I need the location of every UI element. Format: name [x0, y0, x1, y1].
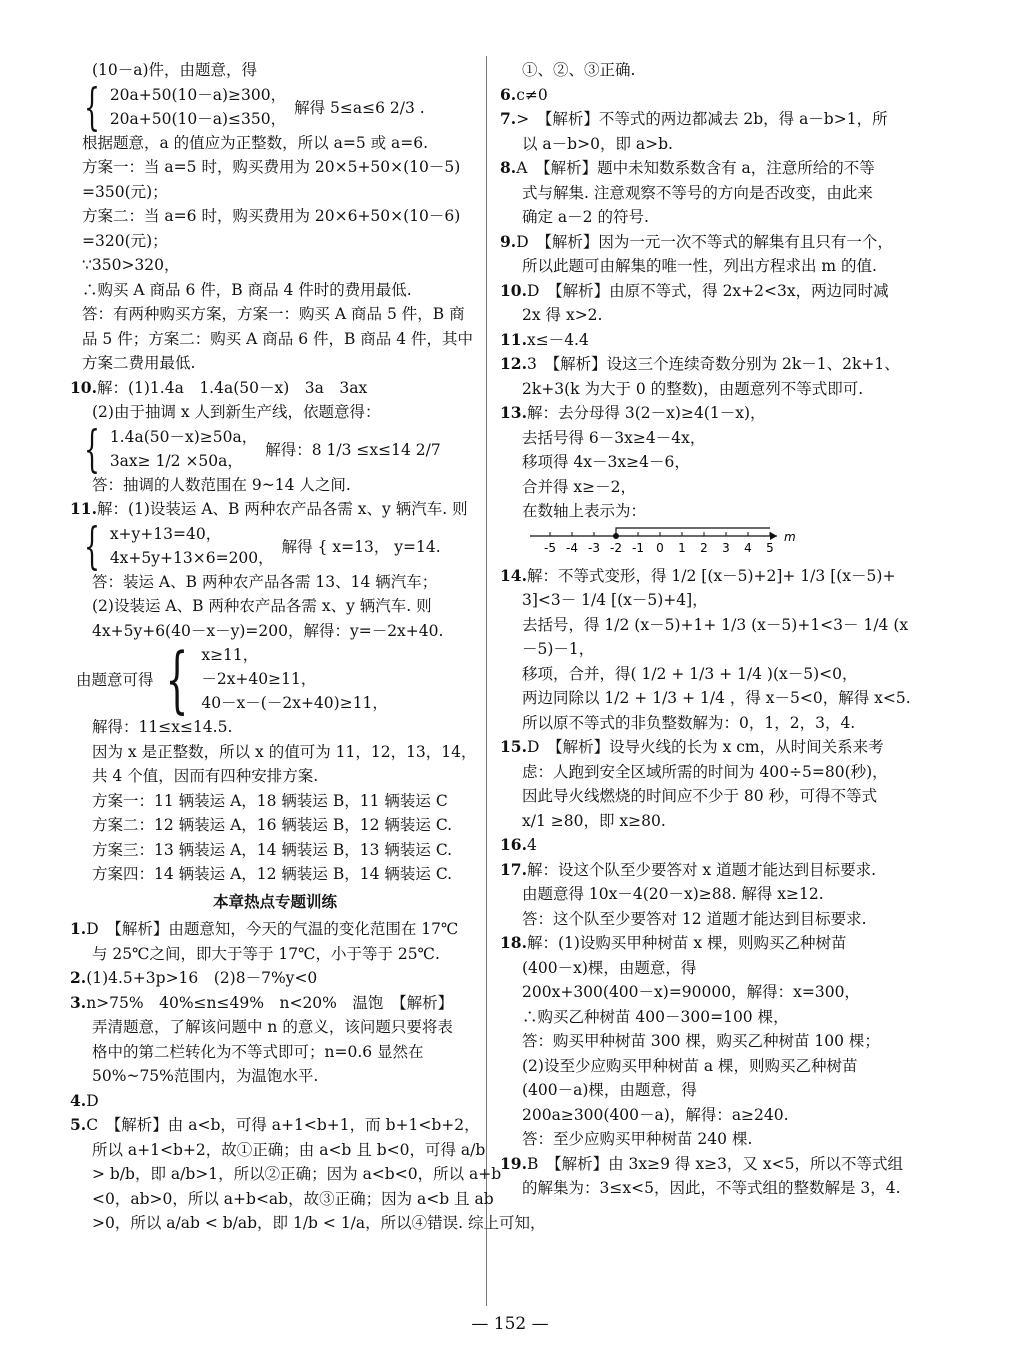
answer-text: 以 a－b>0，即 a>b. — [522, 134, 673, 153]
answer-item — [70, 376, 480, 401]
answer-line — [500, 181, 960, 206]
system-line: 1.4a(50－x)≥50a， — [109, 427, 258, 446]
answer-text: 的解集为：3≤x<5，因此，不等式组的整数解是 3，4. — [522, 1179, 901, 1197]
answer-line — [500, 613, 960, 638]
answer-line — [500, 711, 960, 736]
system-lines — [110, 425, 257, 473]
answer-text: 方案一：当 a=5 时，购买费用为 20×5+50×(10－5) — [82, 158, 461, 176]
item-number: 1. — [70, 919, 87, 938]
answer-text: 3]<3－ 1/4 [(x－5)+4]， — [522, 591, 708, 609]
answer-text: D 【解析】由原不等式，得 2x+2<3x，两边同时减 — [526, 281, 889, 300]
answer-text: (1)4.5+3p>16 (2)8－7%y<0 — [86, 969, 318, 987]
answer-line — [70, 131, 480, 156]
answer-line — [70, 789, 480, 814]
answer-text: > b/b，即 a/b>1，所以②正确；因为 a<b<0，所以 a+b — [92, 1165, 502, 1183]
answer-item — [70, 991, 480, 1016]
answer-text: 根据题意，a 的值应为正整数，所以 a=5 或 a=6. — [82, 133, 429, 152]
answer-line — [500, 809, 960, 834]
item-number: 18. — [500, 933, 527, 952]
answer-line — [70, 1015, 480, 1040]
answer-line — [70, 229, 480, 254]
answer-item — [500, 352, 960, 377]
answer-item — [500, 107, 960, 132]
answer-text: 合并得 x≥－2， — [522, 477, 637, 496]
answer-text: 方案二费用最低. — [82, 354, 196, 372]
answer-line — [500, 588, 960, 613]
answer-text: －5)－1， — [522, 640, 595, 658]
answer-line — [70, 570, 480, 595]
answer-line — [500, 686, 960, 711]
answer-line — [500, 1005, 960, 1030]
answer-text: (400－x)棵，由题意，得 — [522, 958, 697, 977]
tick-label: -2 — [610, 540, 622, 555]
answer-line — [70, 1064, 480, 1089]
tick-label: 1 — [678, 540, 686, 555]
item-number: 4. — [70, 1090, 87, 1110]
answer-line — [500, 760, 960, 785]
answer-line — [500, 1054, 960, 1079]
tick-label: -4 — [566, 540, 578, 555]
tick-label: 4 — [744, 540, 752, 555]
brace-icon: { — [83, 419, 100, 478]
answer-text: 3 【解析】设这三个连续奇数分别为 2k－1、2k+1、 — [526, 355, 900, 373]
answer-line — [70, 400, 480, 425]
answer-item — [500, 858, 960, 883]
system-line: x≥11， — [201, 646, 259, 664]
equation-system — [70, 516, 480, 575]
item-number: 12. — [500, 354, 527, 373]
answer-line — [70, 715, 480, 740]
item-number: 15. — [500, 737, 527, 756]
answer-text: 50%~75%范围内，为温饱水平. — [92, 1067, 319, 1085]
answer-item — [70, 966, 480, 991]
answer-line — [500, 377, 960, 402]
system-line: －2x+40≥11， — [201, 670, 317, 688]
answer-text: >0，所以 a/ab < b/ab，即 1/b < 1/a，所以④错误. 综上可知， — [92, 1214, 546, 1232]
answer-text: 200x+300(400－x)=90000，解得：x=300， — [522, 983, 860, 1001]
answer-item — [70, 497, 480, 522]
answer-line — [70, 204, 480, 229]
answer-text: 方案二：当 a=6 时，购买费用为 20×6+50×(10－6) — [82, 207, 461, 225]
item-number: 14. — [500, 565, 527, 585]
answer-item — [500, 931, 960, 956]
answer-line — [70, 253, 480, 278]
system-result: 解得 { x=13， y=14. — [281, 537, 441, 556]
answer-text: 2x 得 x>2. — [522, 306, 603, 324]
answer-text: 方案三：13 辆装运 A，14 辆装运 B，13 辆装运 C. — [92, 840, 453, 859]
system-lines — [110, 83, 286, 131]
equation-system — [70, 419, 480, 478]
answer-text: ∴购买乙种树苗 400－300=100 棵， — [522, 1007, 789, 1026]
answer-text: C 【解析】由 a<b，可得 a+1<b+1，而 b+1<b+2， — [86, 1116, 480, 1134]
answer-text: 所以此题可由解集的唯一性，列出方程求出 m 的值. — [522, 257, 877, 275]
item-number: 7. — [500, 109, 517, 128]
answer-text: 式与解集. 注意观察不等号的方向是否改变，由此来 — [522, 183, 873, 202]
answer-item — [70, 1113, 480, 1138]
answer-text: 方案二：12 辆装运 A，16 辆装运 B，12 辆装运 C. — [92, 816, 453, 834]
answer-line — [500, 450, 960, 475]
answer-text: 解：设这个队至少要答对 x 道题才能达到目标要求. — [526, 860, 876, 879]
answer-text: D 【解析】因为一元一次不等式的解集有且只有一个， — [516, 232, 893, 251]
answer-line — [70, 351, 480, 376]
answer-text: 答：有两种购买方案，方案一：购买 A 商品 5 件，B 商 — [82, 305, 465, 323]
tick-label: -3 — [588, 540, 600, 555]
answer-text: 移项得 4x－3x≥4－6， — [522, 453, 690, 471]
number-line-svg — [522, 526, 796, 560]
system-line: 20a+50(10－a)≥300， — [109, 85, 287, 104]
answer-item — [500, 1152, 960, 1177]
system-result: 解得：8 1/3 ≤x≤14 2/7 — [265, 440, 441, 459]
answer-line — [500, 1078, 960, 1103]
answer-item — [500, 735, 960, 760]
brace-icon: { — [83, 516, 100, 575]
item-number: 16. — [500, 835, 527, 854]
system-result: 解得 5≤a≤6 2/3 . — [294, 98, 425, 117]
answer-text: 在数轴上表示为： — [522, 502, 647, 520]
answer-text: 答：购买甲种树苗 300 棵，购买乙种树苗 100 棵； — [522, 1032, 880, 1050]
answer-text: 答：装运 A、B 两种农产品各需 13、14 辆汽车； — [92, 572, 438, 591]
answer-text: D — [86, 1091, 99, 1110]
answer-text: ①、②、③正确. — [522, 61, 636, 79]
solution-ray — [616, 528, 770, 536]
answer-line — [70, 473, 480, 498]
answer-text: =320(元)； — [82, 231, 168, 250]
answer-line — [70, 1211, 546, 1236]
answer-line — [70, 278, 480, 303]
answer-line — [500, 980, 960, 1005]
answer-text: 移项，合并，得( 1/2 + 1/3 + 1/4 )(x－5)<0， — [522, 664, 858, 683]
answer-text: 所以原不等式的非负整数解为：0，1，2，3，4. — [522, 713, 856, 732]
item-number: 19. — [500, 1153, 527, 1173]
answer-line — [70, 1040, 480, 1065]
answer-line — [70, 594, 480, 619]
answer-text: ∵350>320， — [82, 256, 180, 274]
item-number: 3. — [70, 992, 87, 1012]
answer-item — [500, 279, 960, 304]
answer-line — [500, 1127, 960, 1152]
answer-text: 答：这个队至少要答对 12 道题才能达到目标要求. — [522, 909, 867, 928]
answer-text: 所以 a+1<b+2，故①正确；由 a<b 且 b<0，可得 a/b — [92, 1140, 486, 1159]
system-lines — [110, 522, 274, 570]
solution-start-point — [613, 533, 619, 539]
answer-line — [70, 942, 480, 967]
system-lines — [201, 643, 388, 715]
tick-label: 2 — [700, 540, 708, 555]
answer-text: x/1 ≥80，即 x≥80. — [522, 811, 666, 830]
answer-text: (10－a)件，由题意，得 — [92, 61, 258, 79]
answer-text: 解得：11≤x≤14.5. — [92, 718, 233, 736]
answer-item — [500, 328, 960, 353]
answer-text: (2)设装运 A、B 两种农产品各需 x、y 辆汽车. 则 — [92, 597, 432, 615]
answer-text: 解：(1)设购买甲种树苗 x 棵，则购买乙种树苗 — [526, 934, 847, 952]
answer-item — [500, 230, 960, 255]
answer-text: 2k+3(k 为大于 0 的整数)，由题意列不等式即可. — [522, 379, 864, 398]
answer-text: 与 25℃之间，即大于等于 17℃，小于等于 25℃. — [92, 944, 440, 963]
answer-line — [500, 1103, 960, 1128]
answer-text: 弄清题意，了解该问题中 n 的意义，该问题只要将表 — [92, 1018, 453, 1036]
tick-label: -1 — [632, 540, 644, 555]
answer-text: x≤－4.4 — [526, 330, 589, 349]
answer-text: 解：(1)设装运 A、B 两种农产品各需 x、y 辆汽车. 则 — [96, 500, 468, 518]
item-number: 17. — [500, 859, 527, 879]
answer-text: <0，ab>0，所以 a+b<ab，故③正确；因为 a<b 且 ab — [92, 1189, 494, 1208]
answer-line — [70, 619, 480, 644]
answer-text: D 【解析】由题意知，今天的气温的变化范围在 17℃ — [86, 920, 459, 938]
answer-line — [500, 662, 960, 687]
answer-text: 4 — [526, 836, 537, 854]
section-heading: 本章热点专题训练 — [212, 891, 337, 911]
answer-text: 解：不等式变形，得 1/2 [(x－5)+2]+ 1/3 [(x－5)+ — [526, 566, 896, 585]
system-line: 3ax≥ 1/2 ×50a， — [109, 451, 243, 470]
answer-text: 4x+5y+6(40－x－y)=200，解得：y=－2x+40. — [92, 621, 444, 640]
answer-text: 方案一：11 辆装运 A，18 辆装运 B，11 辆装运 C — [92, 791, 448, 810]
item-number: 9. — [500, 231, 517, 251]
answer-text: 答：至少应购买甲种树苗 240 棵. — [522, 1130, 753, 1148]
answer-line — [500, 132, 960, 157]
answer-text: > 【解析】不等式的两边都减去 2b，得 a－b>1，所 — [516, 110, 888, 128]
answer-text: 由题意得 10x－4(20－x)≥88. 解得 x≥12. — [522, 885, 824, 903]
answer-item — [500, 564, 960, 589]
answer-line — [500, 426, 960, 451]
system-line: 20a+50(10－a)≤350， — [109, 109, 287, 128]
answer-item — [500, 401, 960, 426]
answer-line — [70, 155, 480, 180]
system-line: 40－x－(－2x+40)≥11， — [201, 694, 388, 712]
answer-text: 虑：人跑到安全区域所需的时间为 400÷5=80(秒)， — [522, 762, 888, 781]
answer-line — [500, 303, 960, 328]
answer-line — [500, 907, 960, 932]
tick-label: 5 — [766, 540, 774, 555]
item-number: 8. — [500, 158, 517, 177]
item-number: 2. — [70, 968, 87, 987]
answer-line — [70, 862, 480, 887]
tick-label: 3 — [722, 540, 730, 555]
answer-item — [70, 1089, 480, 1114]
answer-line — [500, 58, 960, 83]
answer-line — [500, 882, 960, 907]
page-number: — 152 — — [471, 1314, 549, 1334]
answer-text: (2)设至少应购买甲种树苗 a 棵，则购买乙种树苗 — [522, 1056, 858, 1075]
answer-line — [70, 302, 480, 327]
answer-text: D 【解析】设导火线的长为 x cm，从时间关系来考 — [526, 738, 884, 756]
item-number: 11. — [500, 329, 527, 349]
axis-arrow-icon — [770, 532, 777, 540]
answer-text: 因此导火线燃烧的时间应不少于 80 秒，可得不等式 — [522, 787, 878, 805]
answer-line — [70, 813, 480, 838]
item-number: 13. — [500, 403, 527, 422]
answer-text: 共 4 个值，因而有四种安排方案. — [92, 767, 319, 785]
answer-text: (400－a)棵，由题意，得 — [522, 1081, 697, 1099]
answer-text: 答：抽调的人数范围在 9~14 人之间. — [92, 475, 351, 494]
answer-text: 解：去分母得 3(2－x)≥4(1－x)， — [526, 404, 766, 422]
system-line: 4x+5y+13×6=200， — [109, 548, 274, 567]
item-number: 11. — [70, 499, 97, 518]
answer-text: 200a≥300(400－a)，解得：a≥240. — [522, 1105, 789, 1124]
answer-line — [500, 637, 960, 662]
answer-line — [500, 499, 960, 524]
answer-line — [500, 1176, 960, 1201]
answer-text: 方案四：14 辆装运 A，12 辆装运 B，14 辆装运 C. — [92, 865, 453, 883]
answer-line — [70, 180, 480, 205]
answer-text: 去括号得 6－3x≥4－4x， — [522, 428, 706, 447]
answer-line — [70, 1138, 486, 1163]
equation-system — [70, 637, 480, 721]
answer-text: 因为 x 是正整数，所以 x 的值可为 11，12，13，14， — [92, 742, 477, 761]
answer-line — [500, 475, 960, 500]
brace-icon: { — [164, 637, 188, 721]
answer-line — [500, 784, 960, 809]
equation-system — [70, 77, 480, 136]
answer-item — [70, 917, 480, 942]
answer-line — [500, 1029, 960, 1054]
answer-text: B 【解析】由 3x≥9 得 x≥3，又 x<5，所以不等式组 — [526, 1154, 903, 1173]
tick-label: -5 — [544, 540, 556, 555]
answer-text: n>75% 40%≤n≤49% n<20% 温饱 【解析】 — [86, 993, 454, 1012]
item-number: 5. — [70, 1115, 87, 1134]
answer-text: 去括号，得 1/2 (x－5)+1+ 1/3 (x－5)+1<3－ 1/4 (x — [522, 615, 909, 634]
answer-line — [70, 1162, 502, 1187]
number-line — [522, 526, 960, 560]
answer-text: 两边同除以 1/2 + 1/3 + 1/4 ，得 x－5<0，解得 x<5. — [522, 689, 911, 707]
brace-icon: { — [83, 77, 100, 136]
item-number: 6. — [500, 84, 517, 104]
answer-item — [500, 83, 960, 108]
answer-line — [70, 764, 480, 789]
answer-text: c≠0 — [516, 85, 548, 104]
answer-item — [500, 833, 960, 858]
item-number: 10. — [70, 377, 97, 397]
answer-text: 确定 a－2 的符号. — [522, 208, 649, 226]
answer-line — [70, 1187, 494, 1212]
answer-line — [70, 838, 480, 863]
column-divider — [486, 56, 487, 1306]
answer-text: A 【解析】题中未知数系数含有 a，注意所给的不等 — [516, 159, 875, 177]
tick-label: 0 — [656, 540, 664, 555]
axis-label: m — [784, 529, 796, 544]
item-number: 10. — [500, 280, 527, 300]
answer-line — [500, 956, 960, 981]
answer-text: 解：(1)1.4a 1.4a(50－x) 3a 3ax — [96, 378, 368, 397]
answer-item — [500, 156, 960, 181]
right-column — [500, 58, 960, 1201]
system-line: x+y+13=40， — [109, 524, 222, 543]
answer-text: 格中的第二栏转化为不等式即可；n=0.6 显然在 — [92, 1042, 424, 1061]
answer-line — [500, 254, 960, 279]
answer-line — [70, 327, 480, 352]
answer-text: =350(元)； — [82, 182, 168, 201]
answer-text: 品 5 件；方案二：购买 A 商品 6 件，B 商品 4 件，其中 — [82, 329, 474, 348]
answer-text: (2)由于抽调 x 人到新生产线，依题意得： — [92, 403, 381, 421]
answer-line — [70, 740, 480, 765]
answer-text: ∴购买 A 商品 6 件，B 商品 4 件时的费用最低. — [82, 280, 412, 299]
answer-line — [500, 205, 960, 230]
system-lead: 由题意可得 — [76, 671, 154, 689]
answer-line — [70, 58, 480, 83]
